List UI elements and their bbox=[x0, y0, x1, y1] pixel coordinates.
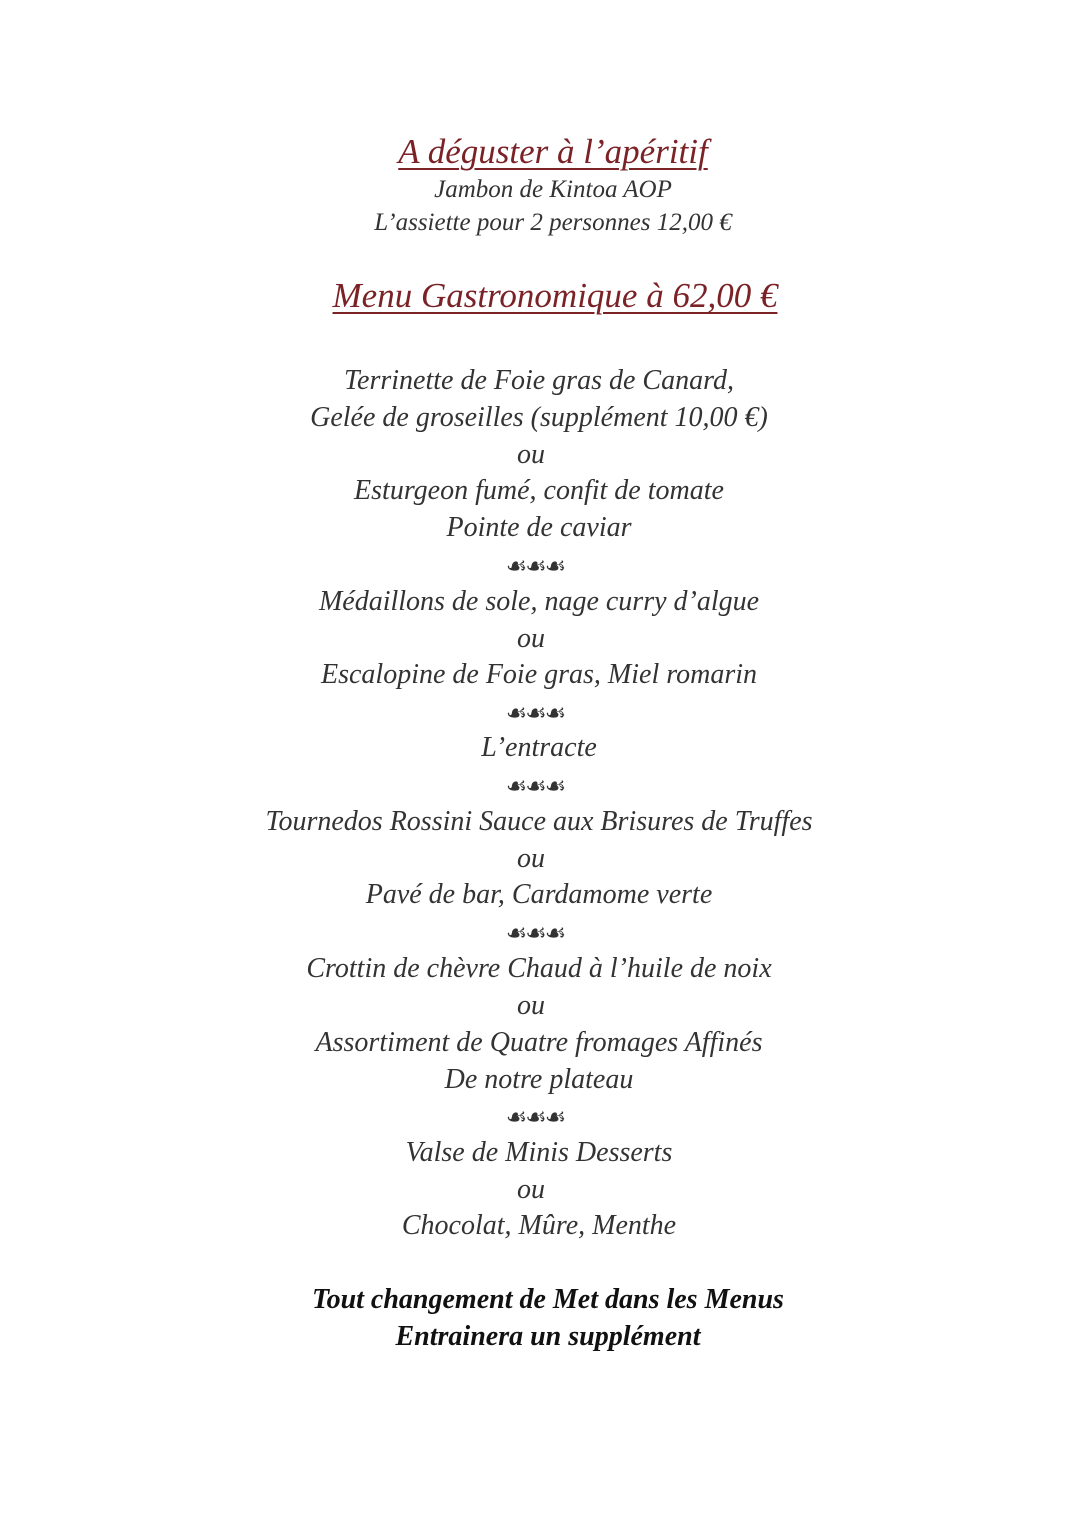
menu-dish-line: Pavé de bar, Cardamome verte bbox=[365, 879, 713, 910]
menu-dish-line: Esturgeon fumé, confit de tomate bbox=[354, 475, 724, 506]
aperitif-detail: L’assiette pour 2 personnes 12,00 € bbox=[374, 209, 732, 236]
or-separator: ou bbox=[517, 843, 545, 874]
menu-title: Menu Gastronomique à 62,00 € bbox=[332, 276, 778, 315]
aperitif-item: Jambon de Kintoa AOP bbox=[434, 176, 672, 203]
fleuron-divider-icon: ☙☙☙ bbox=[505, 774, 565, 800]
fleuron-divider-icon: ☙☙☙ bbox=[505, 701, 565, 727]
fleuron-divider-icon: ☙☙☙ bbox=[505, 921, 565, 947]
menu-dish-line: Gelée de groseilles (supplément 10,00 €) bbox=[310, 402, 768, 433]
menu-dish-line: Valse de Minis Desserts bbox=[405, 1137, 673, 1168]
menu-dish-line: L’entracte bbox=[481, 732, 597, 763]
menu-dish-line: Pointe de caviar bbox=[446, 512, 632, 543]
footer-line-2: Entrainera un supplément bbox=[395, 1321, 701, 1352]
menu-dish-line: De notre plateau bbox=[444, 1064, 634, 1095]
fleuron-divider-icon: ☙☙☙ bbox=[505, 554, 565, 580]
footer-line-1: Tout changement de Met dans les Menus bbox=[312, 1284, 784, 1315]
menu-dish-line: Escalopine de Foie gras, Miel romarin bbox=[320, 659, 757, 690]
menu-dish-line: Médaillons de sole, nage curry d’algue bbox=[318, 586, 760, 617]
or-separator: ou bbox=[517, 1174, 545, 1205]
menu-dish-line: Chocolat, Mûre, Menthe bbox=[401, 1210, 677, 1241]
menu-dish-line: Tournedos Rossini Sauce aux Brisures de Truffes bbox=[265, 806, 813, 837]
menu-dish-line: Terrinette de Foie gras de Canard, bbox=[344, 365, 734, 396]
or-separator: ou bbox=[517, 439, 545, 470]
menu-dish-line: Assortiment de Quatre fromages Affinés bbox=[315, 1027, 763, 1058]
or-separator: ou bbox=[517, 990, 545, 1021]
or-separator: ou bbox=[517, 623, 545, 654]
aperitif-title: A déguster à l’apéritif bbox=[398, 132, 708, 171]
menu-dish-line: Crottin de chèvre Chaud à l’huile de noix bbox=[306, 953, 772, 984]
fleuron-divider-icon: ☙☙☙ bbox=[505, 1105, 565, 1131]
